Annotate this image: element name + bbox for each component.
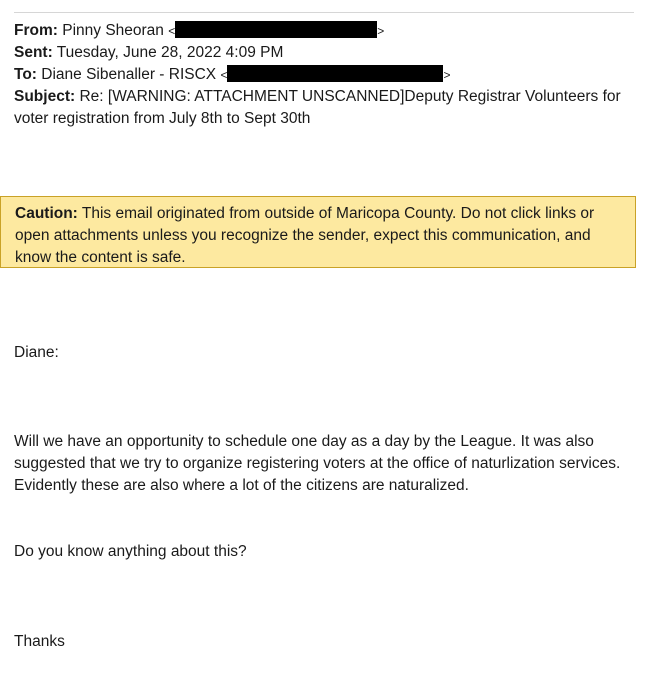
from-label: From: xyxy=(14,22,58,39)
to-open-bracket: < xyxy=(220,68,228,82)
to-name: Diane Sibenaller - RISCX xyxy=(41,66,217,83)
email-paragraph: Do you know anything about this? xyxy=(14,543,247,560)
sent-value: Tuesday, June 28, 2022 4:09 PM xyxy=(56,44,284,61)
sent-line xyxy=(14,42,642,64)
from-line xyxy=(14,20,642,42)
email-header xyxy=(14,20,642,130)
email-signoff: Thanks xyxy=(14,633,65,650)
subject-line xyxy=(14,86,642,130)
header-divider xyxy=(14,12,634,13)
email-greeting: Diane: xyxy=(14,344,59,361)
caution-banner xyxy=(0,196,636,268)
caution-text: This email originated from outside of Maricopa County. Do not click links or open attachments unless you recognize the sender, expect this communication, and know the content is safe. xyxy=(15,205,595,266)
to-close-bracket: > xyxy=(443,68,451,82)
email-paragraph: Will we have an opportunity to schedule one day as a day by the League. It was also suggested that we try to organize registering voters at the office of naturlization services. Evidently these are also where a lot of the citizens are naturalized. xyxy=(14,433,621,494)
from-close-bracket: > xyxy=(377,24,385,38)
from-name: Pinny Sheoran xyxy=(62,22,164,39)
subject-value: Re: [WARNING: ATTACHMENT UNSCANNED]Deputy Registrar Volunteers for voter registration from July 8th to Sept 30th xyxy=(14,88,621,127)
from-open-bracket: < xyxy=(168,24,176,38)
to-line xyxy=(14,64,642,86)
sent-label: Sent: xyxy=(14,44,53,61)
redaction-bar xyxy=(227,65,443,82)
redaction-bar xyxy=(175,21,377,38)
to-label: To: xyxy=(14,66,37,83)
caution-label: Caution: xyxy=(15,205,78,222)
subject-label: Subject: xyxy=(14,88,76,105)
